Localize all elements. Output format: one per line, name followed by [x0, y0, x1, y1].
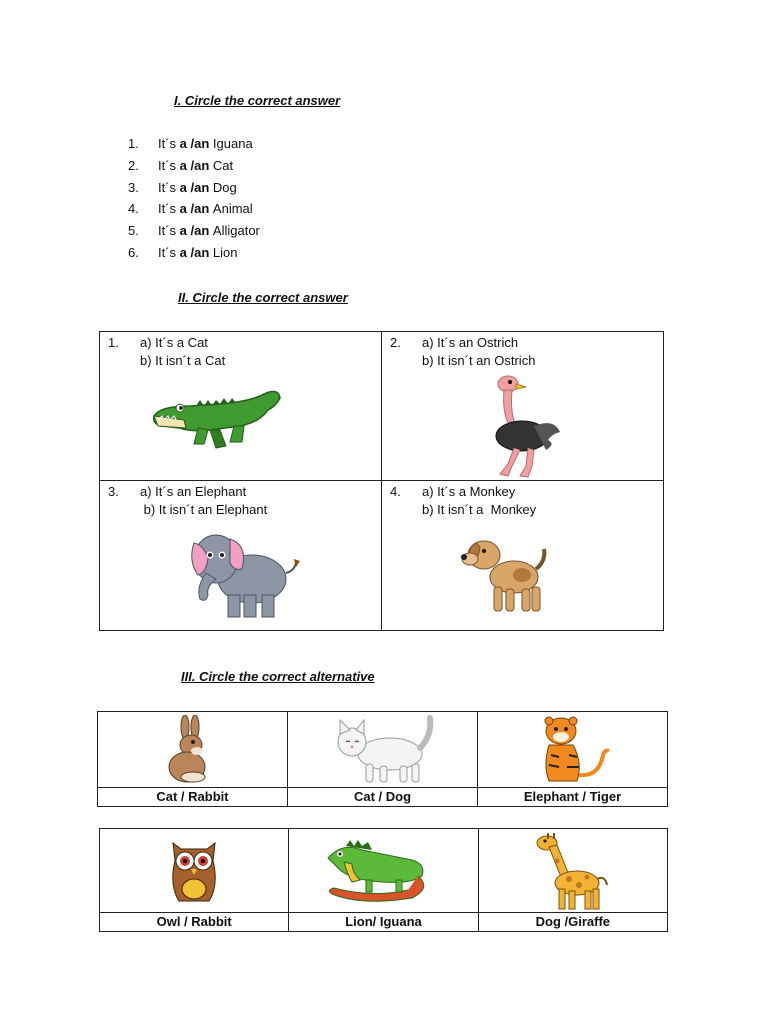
list-item: 5. It´s a /an Alligator	[128, 223, 260, 239]
elephant-icon	[186, 529, 302, 621]
cat-icon	[328, 714, 438, 786]
alternative-label[interactable]: Dog /Giraffe	[479, 912, 667, 931]
grid-cell-4: 4. a) It´s a Monkey b) It isn´t a Monkey	[382, 481, 663, 630]
iguana-icon	[322, 836, 444, 906]
alternative-label[interactable]: Cat / Rabbit	[98, 787, 287, 806]
option-b[interactable]: b) It isn´t an Elephant	[140, 502, 268, 517]
list-item: 3. It´s a /an Dog	[128, 179, 237, 195]
alternative-cell	[98, 712, 288, 806]
list-item: 2. It´s a /an Cat	[128, 157, 234, 173]
option-b[interactable]: b) It isn´t a Cat	[140, 353, 226, 368]
alternative-label[interactable]: Cat / Dog	[288, 787, 477, 806]
answer-grid	[99, 331, 664, 631]
alternative-cell	[479, 829, 667, 931]
section2-heading: II. Circle the correct answer	[178, 290, 348, 305]
option-a[interactable]: a) It´s an Elephant	[140, 484, 247, 499]
alternative-label[interactable]: Owl / Rabbit	[100, 912, 288, 931]
rabbit-icon	[163, 715, 223, 785]
owl-icon	[169, 835, 219, 907]
alternatives-row-1	[97, 711, 668, 807]
option-a[interactable]: a) It´s a Monkey	[422, 484, 516, 499]
ostrich-icon	[482, 374, 562, 480]
answer-list	[128, 136, 260, 267]
list-item: 6. It´s a /an Lion	[128, 244, 238, 260]
tiger-icon	[535, 715, 611, 785]
option-a[interactable]: a) It´s an Ostrich	[422, 335, 519, 350]
alternative-cell	[100, 829, 289, 931]
option-b[interactable]: b) It isn´t a Monkey	[422, 502, 537, 517]
dog-icon	[460, 531, 548, 617]
grid-cell-1: 1. a) It´s a Cat b) It isn´t a Cat	[100, 332, 382, 481]
option-b[interactable]: b) It isn´t an Ostrich	[422, 353, 536, 368]
giraffe-icon	[535, 831, 611, 911]
alternatives-row-2	[99, 828, 668, 932]
alternative-label[interactable]: Elephant / Tiger	[478, 787, 667, 806]
grid-cell-3: 3. a) It´s an Elephant b) It isn´t an Elephant	[100, 481, 382, 630]
alternative-cell	[288, 712, 478, 806]
section1-heading: I. Circle the correct answer	[174, 93, 341, 108]
section3-heading: III. Circle the correct alternative	[181, 669, 375, 684]
list-item: 1. It´s a /an Iguana	[128, 136, 253, 151]
alternative-cell	[478, 712, 667, 806]
list-item: 4. It´s a /an Animal	[128, 201, 253, 217]
grid-cell-2: 2. a) It´s an Ostrich b) It isn´t an Ostrich	[382, 332, 663, 481]
crocodile-icon	[150, 376, 284, 454]
alternative-cell	[289, 829, 478, 931]
option-a[interactable]: a) It´s a Cat	[140, 335, 208, 350]
alternative-label[interactable]: Lion/ Iguana	[289, 912, 477, 931]
